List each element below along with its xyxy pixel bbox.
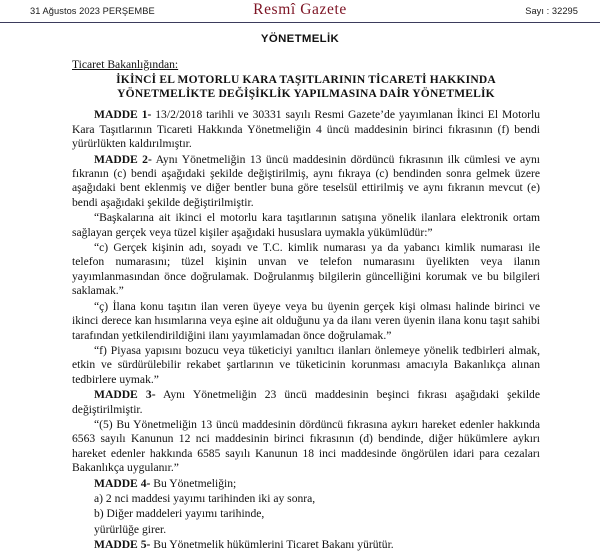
quoted-paragraph [72, 211, 540, 240]
issuing-authority: Ticaret Bakanlığından: [72, 58, 179, 71]
article-label: MADDE 4- [94, 476, 151, 490]
quoted-paragraph [72, 344, 540, 387]
article-text: yürürlüğe girer. [94, 522, 167, 536]
article-label: MADDE 2- [94, 152, 152, 166]
section-heading: YÖNETMELİK [260, 33, 340, 45]
article-text: Bu Yönetmelik hükümlerini Ticaret Bakanı yürütür. [150, 538, 394, 552]
regulation-title [72, 73, 540, 101]
article-paragraph [72, 477, 540, 491]
quoted-paragraph [72, 507, 540, 521]
regulation-title-line-1: İKİNCİ EL MOTORLU KARA TAŞITLARININ TİCARETİ HAKKINDA [116, 74, 496, 86]
article-text: Bu Yönetmeliğin; [150, 476, 237, 490]
article-text: a) 2 nci maddesi yayımı tarihinden iki ay sonra, [94, 491, 316, 505]
quoted-paragraph [72, 492, 540, 506]
article-text: “ç) İlana konu taşıtın ilan veren üyeye veya bu üyenin gerçek kişi olması halinde birinci ve ikinci derece kan hısımlarına veya eşine ait olduğunu ya da ilanı veren üyenin ilana konu taşıt sahibi tarafından yetkilendirildiğini ilanı yayımlamadan önce doğrulamak.” [72, 299, 540, 342]
publication-date: 31 Ağustos 2023 PERŞEMBE [30, 6, 155, 16]
article-label: MADDE 1- [94, 108, 152, 122]
issue-number: Sayı : 32295 [525, 6, 578, 16]
article-text: “(5) Bu Yönetmeliğin 13 üncü maddesinin dördüncü fıkrasına aykırı hareket edenler hakkında 6563 sayılı Kanunun 12 nci maddesinin birinci fıkrasının (d) bendinde, diğer hükümlere aykırı hareket edenler hakkında 6585 sayılı Kanunun 18 inci maddesinde öngörülen idari para cezaları Bakanlıkça uygulanır.” [72, 417, 540, 475]
article-text: “Başkalarına ait ikinci el motorlu kara taşıtlarının satışına yönelik ilanlara elektronik ortam sağlayan gerçek veya tüzel kişiler aşağıdaki hususlara uymakla yükümlüdür:” [72, 211, 540, 239]
article-paragraph [72, 538, 540, 552]
quoted-paragraph [72, 241, 540, 299]
gazette-title: Resmî Gazete [253, 1, 347, 18]
article-text: b) Diğer maddeleri yayımı tarihinde, [94, 507, 265, 521]
article-label: MADDE 5- [94, 538, 151, 552]
article-text: Aynı Yönetmeliğin 13 üncü maddesinin dördüncü fıkrasının ilk cümlesi ve aynı fıkranın (c) bendi aşağıdaki şekilde değiştirilmiş, aynı fıkraya (c) bendinden sonra gelmek üzere aşağıdaki bent eklenmiş ve diğer bentler buna göre teselsül ettirilmiş ve aynı fıkranın mevcut (e) bendi aşağıdaki şekilde değiştirilmiştir. [72, 152, 540, 209]
quoted-paragraph [72, 300, 540, 343]
quoted-paragraph [72, 418, 540, 476]
article-text: 13/2/2018 tarihli ve 30331 sayılı Resmi Gazete’de yayımlanan İkinci El Motorlu Kara Taşıtlarının Ticareti Hakkında Yönetmeliğin 4 üncü maddesinin birinci fıkrasının (f) bendi yürürlükten kaldırılmıştır. [72, 108, 540, 151]
article-paragraph [72, 153, 540, 211]
quoted-paragraph [72, 523, 540, 537]
article-label: MADDE 3- [94, 388, 156, 402]
article-text: “f) Piyasa yapısını bozucu veya tüketiciyi yanıltıcı ilanları önlemeye yönelik tedbirleri almak, etkin ve sürdürülebilir rekabet şartlarının ve tüketicinin korunması amacıyla Bakanlıkça alınan tedbirlere uymak.” [72, 343, 540, 386]
gazette-masthead [0, 0, 600, 23]
article-paragraph [72, 388, 540, 417]
article-text: Aynı Yönetmeliğin 23 üncü maddesinin beşinci fıkrası aşağıdaki şekilde değiştirilmiştir. [72, 388, 540, 416]
article-text: “c) Gerçek kişinin adı, soyadı ve T.C. kimlik numarası ya da yabancı kimlik numarası ile telefon numarasını; tüzel kişinin unvan ve telefon numarasını üyelikten veya ilanın yayımlanmasından önce doğrulamak. Doğrulanmış bilgilerin güncelliğini korumak ve bu bilgileri saklamak.” [72, 241, 540, 298]
regulation-document [0, 58, 600, 553]
article-list [72, 108, 540, 552]
article-paragraph [72, 108, 540, 151]
regulation-title-line-2: YÖNETMELİKTE DEĞİŞİKLİK YAPILMASINA DAİR YÖNETMELİK [117, 88, 495, 101]
